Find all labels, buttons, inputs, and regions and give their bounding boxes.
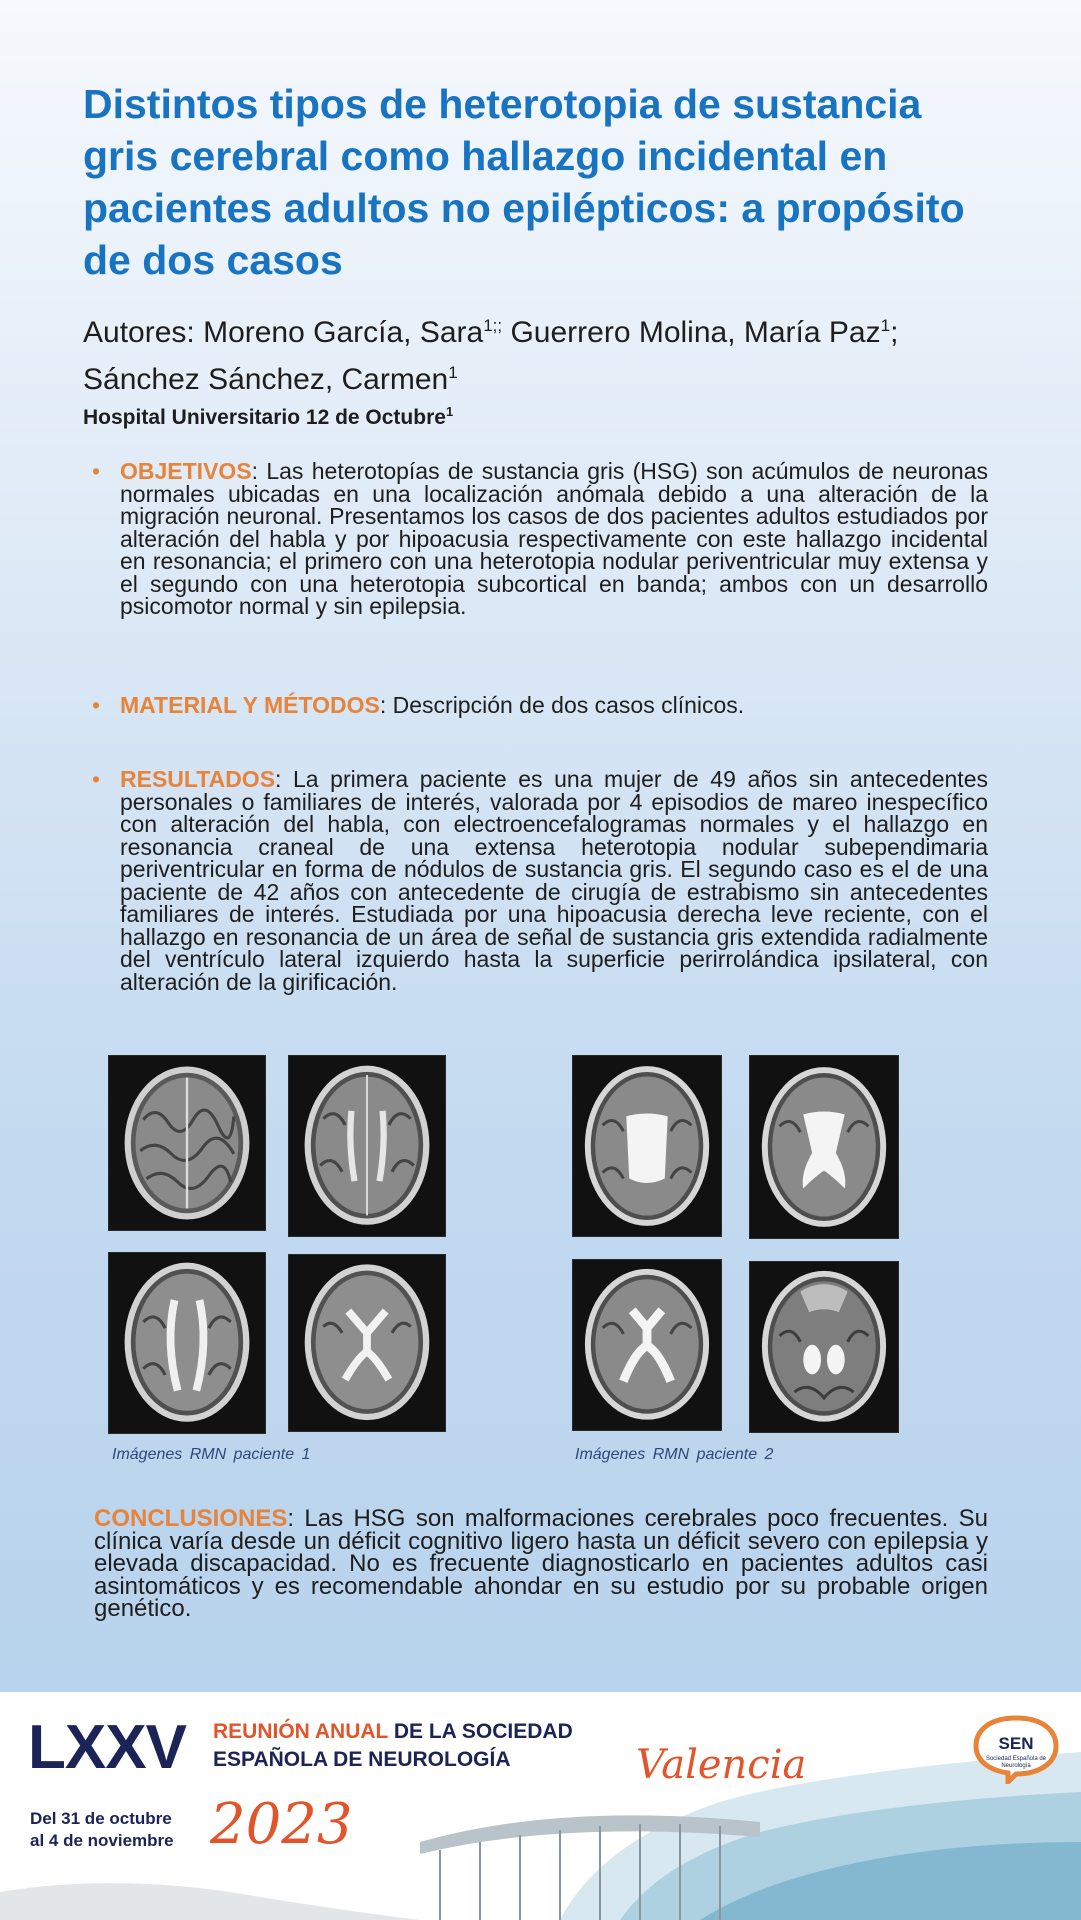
congress-name-rest: DE LA SOCIEDAD	[388, 1720, 573, 1743]
author-2-affiliation: 1	[880, 316, 891, 335]
hospital-name: Hospital Universitario 12 de Octubre	[83, 406, 446, 429]
hospital-affiliation	[83, 404, 453, 430]
section-metodos	[92, 692, 988, 718]
mri-image-p1-2	[288, 1055, 446, 1237]
brain-scan-icon	[289, 1255, 445, 1431]
metodos-text: : Descripción de dos casos clínicos.	[379, 692, 745, 718]
author-separator: ;	[890, 316, 899, 349]
hospital-sup: 1	[445, 404, 454, 419]
congress-city: Valencia	[636, 1742, 807, 1788]
congress-name-line2: ESPAÑOLA DE NEUROLOGÍA	[213, 1748, 511, 1771]
brain-scan-icon	[289, 1056, 445, 1236]
author-2: Guerrero Molina, María Paz	[510, 316, 881, 349]
congress-banner	[0, 1692, 1081, 1920]
congress-numeral: LXXV	[28, 1713, 186, 1782]
brain-scan-icon	[573, 1260, 721, 1430]
mri-image-p1-4	[288, 1254, 446, 1432]
mri-image-p1-1	[108, 1055, 266, 1231]
brain-scan-icon	[109, 1056, 265, 1230]
mri-image-p2-3	[572, 1259, 722, 1431]
section-resultados	[92, 766, 988, 995]
section-objetivos	[92, 458, 988, 619]
mri-image-p1-3	[108, 1252, 266, 1434]
author-1: Moreno García, Sara	[203, 316, 484, 349]
conclusiones-heading: CONCLUSIONES	[94, 1505, 288, 1532]
poster-title: Distintos tipos de heterotopia de sustancia gris cerebral como hallazgo incidental en pacientes adultos no epilépticos: a propósito de dos casos	[83, 81, 965, 283]
objetivos-text: : Las heterotopías de sustancia gris (HSG) son acúmulos de neuronas normales ubicadas en una localización anómala debido a una alteración de la migración neuronal. Presentamos los casos de dos pacientes adultos estudiados por alteración del habla y por hipoacusia respectivamente con este hallazgo incidental en resonancia; el primero con una heterotopia nodular periventricular muy extensa y el segundo con una heterotopia subcortical en banda; ambos con un desarrollo psicomotor normal y sin epilepsia.	[120, 458, 988, 619]
resultados-heading: RESULTADOS	[120, 766, 276, 792]
mri-image-p2-2	[749, 1055, 899, 1239]
resultados-text: : La primera paciente es una mujer de 49 años sin antecedentes personales o familiares de interés, valorada por 4 episodios de mareo inespecífico con alteración del habla, con electroencefalogramas normales y el hallazgo en resonancia craneal de una extensa heterotopia nodular subependimaria periventricular en forma de nódulos de sustancia gris. El segundo caso es el de una paciente de 42 años con antecedente de cirugía de estrabismo sin antecedentes familiares de interés. Estudiada por una hipoacusia derecha leve reciente, con el hallazgo en resonancia de un área de señal de sustancia gris extendida radialmente del ventrículo lateral izquierdo hasta la superficie perirrolándica ipsilateral, con alteración de la girificación.	[120, 766, 988, 995]
congress-year: 2023	[210, 1792, 353, 1857]
authors-label: Autores:	[83, 316, 195, 349]
mri-image-p2-1	[572, 1055, 722, 1237]
mri-image-p2-4	[749, 1261, 899, 1433]
section-conclusiones	[94, 1505, 988, 1622]
brain-scan-icon	[573, 1056, 721, 1236]
sen-logo-subtitle: Sociedad Española de Neurología	[985, 1756, 1047, 1769]
conclusiones-text: : Las HSG son malformaciones cerebrales poco frecuentes. Su clínica varía desde un déficit cognitivo ligero hasta un déficit severo con epilepsia y elevada discapacidad. No es frecuente diagnosticarlo en pacientes adultos casi asintomáticos y es recomendable ahondar en su estudio por su probable origen genético.	[94, 1505, 988, 1622]
sen-logo-text: SEN	[998, 1734, 1034, 1753]
congress-name	[213, 1718, 573, 1774]
bullet-icon: •	[92, 766, 101, 792]
caption-patient-2: Imágenes RMN paciente 2	[575, 1446, 774, 1463]
congress-dates-1: Del 31 de octubre	[30, 1809, 172, 1828]
author-1-affiliation: 1;;	[483, 316, 503, 335]
objetivos-heading: OBJETIVOS	[120, 458, 252, 484]
caption-patient-1: Imágenes RMN paciente 1	[112, 1446, 311, 1463]
metodos-heading: MATERIAL Y MÉTODOS	[120, 692, 380, 718]
author-3-affiliation: 1	[448, 363, 458, 382]
congress-dates-2: al 4 de noviembre	[30, 1831, 174, 1850]
bullet-icon: •	[92, 692, 101, 718]
bullet-icon: •	[92, 458, 101, 484]
brain-scan-icon	[109, 1253, 265, 1433]
author-3: Sánchez Sánchez, Carmen	[83, 363, 449, 396]
congress-name-highlight: REUNIÓN ANUAL	[213, 1720, 389, 1743]
authors-line	[83, 306, 1003, 400]
brain-scan-icon	[750, 1262, 898, 1432]
sen-logo	[972, 1712, 1060, 1784]
congress-dates	[30, 1808, 174, 1852]
brain-scan-icon	[750, 1056, 898, 1238]
